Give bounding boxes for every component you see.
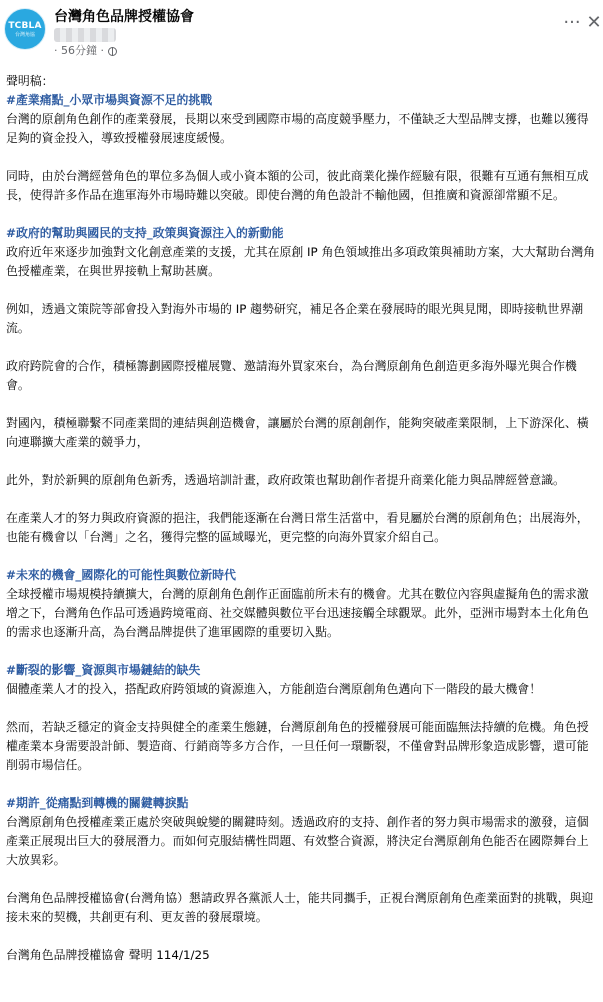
hashtag-heading-broken-chain[interactable]: #斷裂的影響_資源與市場鏈結的缺失 <box>6 663 201 677</box>
paragraph-gap <box>6 281 596 300</box>
paragraph-gap <box>6 395 596 414</box>
paragraph-gap <box>6 338 596 357</box>
hashtag-heading-pain-points[interactable]: #產業痛點_小眾市場與資源不足的挑戰 <box>6 93 213 107</box>
paragraph: 個體產業人才的投入，搭配政府跨領域的資源進入，方能創造台灣原創角色邁向下一階段的最大機會！ <box>6 682 542 696</box>
post-signature: 台灣角色品牌授權協會 聲明 114/1/25 <box>6 948 210 962</box>
more-options-button[interactable] <box>558 10 586 34</box>
paragraph: 台灣角色品牌授權協會(台灣角協）懇請政界各黨派人士，能共同攜手，正視台灣原創角色產業面對的挑戰，與迎接未來的契機，共創更有利、更友善的發展環境。 <box>6 891 594 924</box>
paragraph-gap <box>6 870 596 889</box>
post-header <box>0 0 603 66</box>
post-timestamp[interactable]: 56分鐘 <box>61 44 97 57</box>
post-separator: · <box>54 44 61 57</box>
redacted-poster-name <box>54 28 116 42</box>
paragraph-gap <box>6 927 596 946</box>
paragraph: 政府跨院會的合作，積極籌劃國際授權展覽、邀請海外買家來台，為台灣原創角色創造更多海外曝光與合作機會。 <box>6 359 577 392</box>
paragraph-gap <box>6 699 596 718</box>
close-button[interactable] <box>584 10 603 34</box>
paragraph: 例如，透過文策院等部會投入對海外市場的 IP 趨勢研究，補足各企業在發展時的眼光與見聞，即時接軌世界潮流。 <box>6 302 584 335</box>
avatar-logo-text: TCBLA <box>8 20 42 31</box>
paragraph-gap <box>6 775 596 794</box>
paragraph: 同時，由於台灣經營角色的單位多為個人或小資本額的公司，彼此商業化操作經驗有限，很難有互通有無相互成長，使得許多作品在進軍海外市場時難以突破。即使台灣的角色設計不輸他國，但推廣和資源卻常顯不足。 <box>6 169 589 202</box>
hashtag-heading-government-support[interactable]: #政府的幫助與國民的支持_政策與資源注入的新動能 <box>6 226 284 240</box>
close-icon: ✕ <box>586 11 602 33</box>
paragraph-gap <box>6 642 596 661</box>
paragraph: 台灣原創角色授權產業正處於突破與蛻變的關鍵時刻。透過政府的支持、創作者的努力與市場需求的激發，這個產業正展現出巨大的發展潛力。而如何克服結構性問題、有效整合資源，將決定台灣原創角色能否在國際舞台上大放異彩。 <box>6 815 589 867</box>
paragraph: 然而，若缺乏穩定的資金支持與健全的產業生態鏈，台灣原創角色的授權發展可能面臨無法持續的危機。角色授權產業本身需要設計師、製造商、行銷商等多方合作，一旦任何一環斷裂，不僅會對品牌形象造成影響，還可能削弱市場信任。 <box>6 720 589 772</box>
paragraph-gap <box>6 452 596 471</box>
page-name-link[interactable]: 台灣角色品牌授權協會 <box>54 9 194 25</box>
paragraph-gap <box>6 490 596 509</box>
paragraph: 全球授權市場規模持續擴大，台灣的原創角色創作正面臨前所未有的機會。尤其在數位內容與虛擬角色的需求激增之下，台灣角色作品可透過跨境電商、社交媒體與數位平台迅速接觸全球觀眾。此外，亞洲市場對本土化角色的需求也逐漸升高，為台灣品牌提供了進軍國際的重要切入點。 <box>6 587 589 639</box>
paragraph: 此外，對於新興的原創角色新秀，透過培訓計畫，政府政策也幫助創作者提升商業化能力與品牌經營意識。 <box>6 473 565 487</box>
paragraph: 在產業人才的努力與政府資源的挹注，我們能逐漸在台灣日常生活當中，看見屬於台灣的原創角色；出展海外，也能有機會以「台灣」之名，獲得完整的區域曝光，更完整的向海外買家介紹自己。 <box>6 511 589 544</box>
paragraph-gap <box>6 547 596 566</box>
more-horizontal-icon: ··· <box>563 11 581 33</box>
post-intro: 聲明稿： <box>6 74 54 88</box>
privacy-separator: · <box>97 44 104 57</box>
post-meta <box>54 44 117 58</box>
paragraph: 對國內，積極聯繫不同產業間的連結與創造機會，讓屬於台灣的原創創作，能夠突破產業限制，上下游深化、橫向連聯擴大產業的競爭力， <box>6 416 589 449</box>
globe-icon <box>108 47 117 56</box>
hashtag-heading-future-opportunity[interactable]: #未來的機會_國際化的可能性與數位新時代 <box>6 568 236 582</box>
paragraph-gap <box>6 148 596 167</box>
page-avatar[interactable] <box>4 8 46 50</box>
hashtag-heading-expectation[interactable]: #期許_從痛點到轉機的關鍵轉捩點 <box>6 796 189 810</box>
avatar-logo-subtext: 台灣角協 <box>14 31 35 38</box>
paragraph: 政府近年來逐步加強對文化創意產業的支援，尤其在原創 IP 角色領域推出多項政策與補助方案，大大幫助台灣角色授權產業，在與世界接軌上幫助甚廣。 <box>6 245 595 278</box>
paragraph: 台灣的原創角色創作的產業發展，長期以來受到國際市場的高度競爭壓力，不僅缺乏大型品牌支撐，也難以獲得足夠的資金投入，導致授權發展速度緩慢。 <box>6 112 589 145</box>
paragraph-gap <box>6 205 596 224</box>
post-body <box>6 72 596 965</box>
